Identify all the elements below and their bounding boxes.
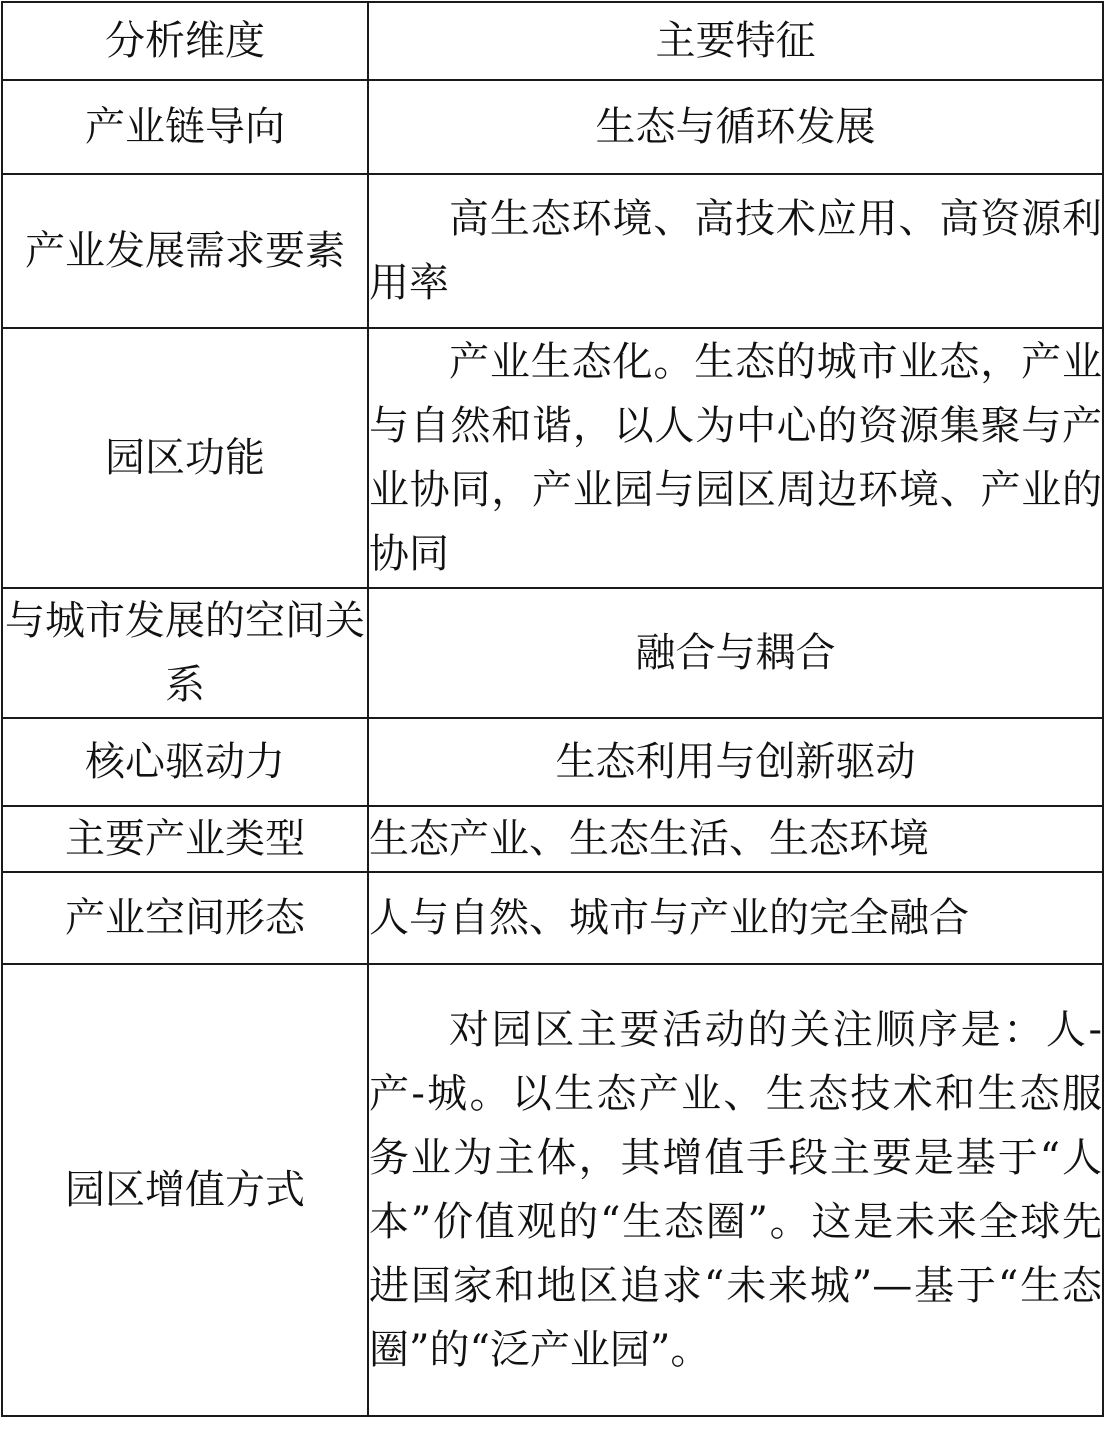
dimension-cell: 产业发展需求要素 [2, 174, 368, 328]
feature-cell: 生态与循环发展 [368, 80, 1103, 174]
table-row [2, 80, 1103, 174]
dimension-cell: 产业链导向 [2, 80, 368, 174]
dimension-cell: 与城市发展的空间关系 [2, 588, 368, 718]
feature-cell: 融合与耦合 [368, 588, 1103, 718]
feature-cell: 对园区主要活动的关注顺序是：人-产-城。以生态产业、生态技术和生态服务业为主体，其增值手段主要是基于“人本”价值观的“生态圈”。这是未来全球先进国家和地区追求“未来城”—基于“生态圈”的“泛产业园”。 [368, 964, 1103, 1416]
table-row [2, 588, 1103, 718]
feature-cell: 生态利用与创新驱动 [368, 718, 1103, 806]
header-dimension: 分析维度 [2, 2, 368, 80]
table-row [2, 174, 1103, 328]
feature-table [1, 1, 1104, 1417]
feature-cell: 产业生态化。生态的城市业态，产业与自然和谐，以人为中心的资源集聚与产业协同，产业园与园区周边环境、产业的协同 [368, 328, 1103, 588]
table-row [2, 964, 1103, 1416]
feature-cell: 人与自然、城市与产业的完全融合 [368, 872, 1103, 964]
dimension-cell: 园区功能 [2, 328, 368, 588]
dimension-cell: 园区增值方式 [2, 964, 368, 1416]
feature-cell: 生态产业、生态生活、生态环境 [368, 806, 1103, 872]
header-row [2, 2, 1103, 80]
feature-cell: 高生态环境、高技术应用、高资源利用率 [368, 174, 1103, 328]
dimension-cell: 产业空间形态 [2, 872, 368, 964]
table-row [2, 806, 1103, 872]
dimension-cell: 核心驱动力 [2, 718, 368, 806]
header-feature: 主要特征 [368, 2, 1103, 80]
dimension-cell: 主要产业类型 [2, 806, 368, 872]
table-row [2, 328, 1103, 588]
table-row [2, 872, 1103, 964]
table-row [2, 718, 1103, 806]
